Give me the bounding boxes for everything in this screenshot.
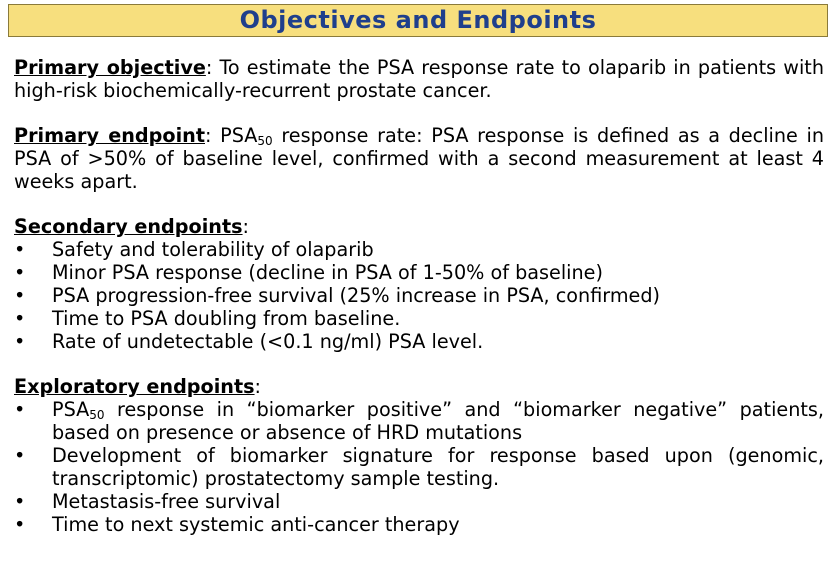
list-item	[14, 444, 824, 490]
bullet-icon: •	[14, 490, 26, 513]
list-item	[14, 490, 824, 513]
list-item-subscript: 50	[89, 408, 105, 422]
slide-content	[14, 56, 824, 536]
list-item	[14, 330, 824, 353]
primary-endpoint-text: response rate: PSA response is defined as a decline in PSA of >50% of baseline level, confirmed with a second measurement at least 4 weeks apart.	[14, 124, 825, 193]
primary-endpoint-prefix: : PSA	[205, 124, 258, 147]
primary-endpoint-heading: Primary endpoint	[14, 124, 205, 147]
secondary-endpoints-colon: :	[242, 215, 250, 238]
primary-endpoint-subscript: 50	[257, 134, 273, 148]
exploratory-endpoints-heading: Exploratory endpoints	[14, 375, 255, 398]
bullet-icon: •	[14, 444, 26, 467]
list-item-text: Time to next systemic anti-cancer therapy	[52, 513, 460, 536]
list-item-text: Development of biomarker signature for response based upon (genomic, transcriptomic) prostatectomy sample testing.	[52, 444, 824, 490]
list-item	[14, 307, 824, 330]
list-item-text: PSA progression-free survival (25% increase in PSA, confirmed)	[52, 284, 660, 307]
bullet-icon: •	[14, 261, 26, 284]
exploratory-endpoints-title	[14, 375, 824, 398]
list-item	[14, 284, 824, 307]
bullet-icon: •	[14, 398, 26, 421]
list-item	[14, 238, 824, 261]
list-item-text: Time to PSA doubling from baseline.	[52, 307, 401, 330]
list-item	[14, 513, 824, 536]
secondary-endpoints-list	[14, 238, 824, 353]
primary-objective	[14, 56, 824, 102]
list-item-text: Rate of undetectable (<0.1 ng/ml) PSA level.	[52, 330, 484, 353]
list-item	[14, 261, 824, 284]
list-item-text: Metastasis-free survival	[52, 490, 281, 513]
primary-endpoint	[14, 124, 824, 193]
exploratory-endpoints-colon: :	[254, 375, 262, 398]
primary-objective-heading: Primary objective	[14, 56, 206, 79]
list-item-text: response in “biomarker positive” and “biomarker negative” patients, based on presence or absence of HRD mutations	[52, 398, 824, 444]
bullet-icon: •	[14, 330, 26, 353]
exploratory-endpoints-list	[14, 398, 824, 536]
primary-objective-text: : To estimate the PSA response rate to olaparib in patients with high-risk biochemically-recurrent prostate cancer.	[14, 56, 824, 102]
bullet-icon: •	[14, 238, 26, 261]
secondary-endpoints-title	[14, 215, 824, 238]
bullet-icon: •	[14, 513, 26, 536]
bullet-icon: •	[14, 307, 26, 330]
list-item	[14, 398, 824, 444]
secondary-endpoints-heading: Secondary endpoints	[14, 215, 243, 238]
list-item-prefix: PSA	[52, 398, 90, 421]
list-item-text: Safety and tolerability of olaparib	[52, 238, 374, 261]
slide-title: Objectives and Endpoints	[8, 4, 828, 37]
list-item-text: Minor PSA response (decline in PSA of 1-50% of baseline)	[52, 261, 603, 284]
bullet-icon: •	[14, 284, 26, 307]
